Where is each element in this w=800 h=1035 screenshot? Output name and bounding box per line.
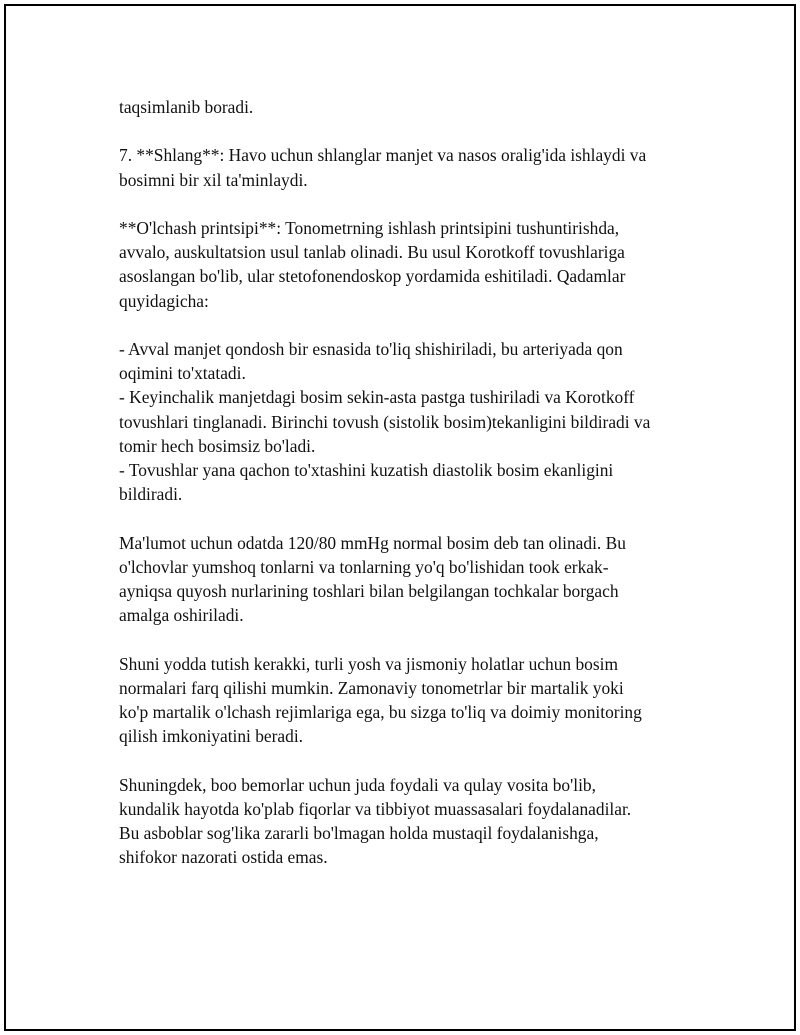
text-line: - Avval manjet qondosh bir esnasida to'liq shishiriladi, bu arteriyada qon [119, 338, 623, 359]
text-line: qilish imkoniyatini beradi. [119, 726, 304, 747]
text-line: tovushlari tinglanadi. Birinchi tovush (sistolik bosim)tekanligini bildiradi va [119, 411, 651, 432]
text-line: asoslangan bo'lib, ular stetofonendoskop yordamida eshitiladi. Qadamlar [119, 266, 626, 287]
text-line: - Tovushlar yana qachon to'xtashini kuzatish diastolik bosim ekanligini [119, 460, 614, 480]
text-line: tomir hech bosimsiz bo'ladi. [119, 435, 316, 456]
text-line: taqsimlanib boradi. [119, 97, 254, 117]
text-line: **O'lchash printsipi**: Tonometrning ishlash printsipini tushuntirishda, [119, 217, 620, 238]
text-line: Shuni yodda tutish kerakki, turli yosh va jismoniy holatlar uchun bosim [119, 653, 618, 674]
paragraph-principle [119, 216, 699, 313]
text-line: o'lchovlar yumshoq tonlarni va tonlarning yo'q bo'lishidan took erkak- [119, 556, 609, 577]
text-line: Bu asboblar sog'lika zararli bo'lmagan holda mustaqil foydalanishga, [119, 823, 599, 843]
text-line: 7. **Shlang**: Havo uchun shlanglar manjet va nasos oralig'ida ishlaydi va [119, 145, 647, 166]
text-line: amalga oshiriladi. [119, 605, 244, 626]
paragraph-steps [119, 337, 699, 506]
text-line: - Keyinchalik manjetdagi bosim sekin-asta pastga tushiriladi va Korotkoff [119, 387, 635, 408]
text-line: bildiradi. [119, 484, 183, 505]
paragraph-continuation [119, 95, 699, 119]
text-line: bosimni bir xil ta'minlaydi. [119, 169, 308, 190]
text-line: oqimini to'xtatadi. [119, 363, 246, 384]
text-line: kundalik hayotda ko'plab fiqorlar va tibbiyot muassasalari foydalanadilar. [119, 798, 632, 819]
paragraph-age-note [119, 652, 699, 749]
paragraph-normal-pressure [119, 531, 699, 628]
document-body [119, 95, 699, 869]
paragraph-conclusion [119, 773, 699, 870]
text-line: Shuningdek, boo bemorlar uchun juda foydali va qulay vosita bo'lib, [119, 774, 596, 795]
text-line: normalari farq qilishi mumkin. Zamonaviy tonometrlar bir martalik yoki [119, 677, 624, 698]
text-line: shifokor nazorati ostida emas. [119, 847, 328, 868]
text-line: ayniqsa quyosh nurlarining toshlari bilan belgilangan tochkalar borgach [119, 581, 619, 601]
text-line: avvalo, auskultatsion usul tanlab olinadi. Bu usul Korotkoff tovushlariga [119, 242, 625, 263]
text-line: quyidagicha: [119, 290, 209, 311]
page-frame [4, 4, 796, 1031]
text-line: ko'p martalik o'lchash rejimlariga ega, bu sizga to'liq va doimiy monitoring [119, 702, 642, 722]
text-line: Ma'lumot uchun odatda 120/80 mmHg normal bosim deb tan olinadi. Bu [119, 532, 626, 553]
paragraph-item-7 [119, 143, 699, 191]
